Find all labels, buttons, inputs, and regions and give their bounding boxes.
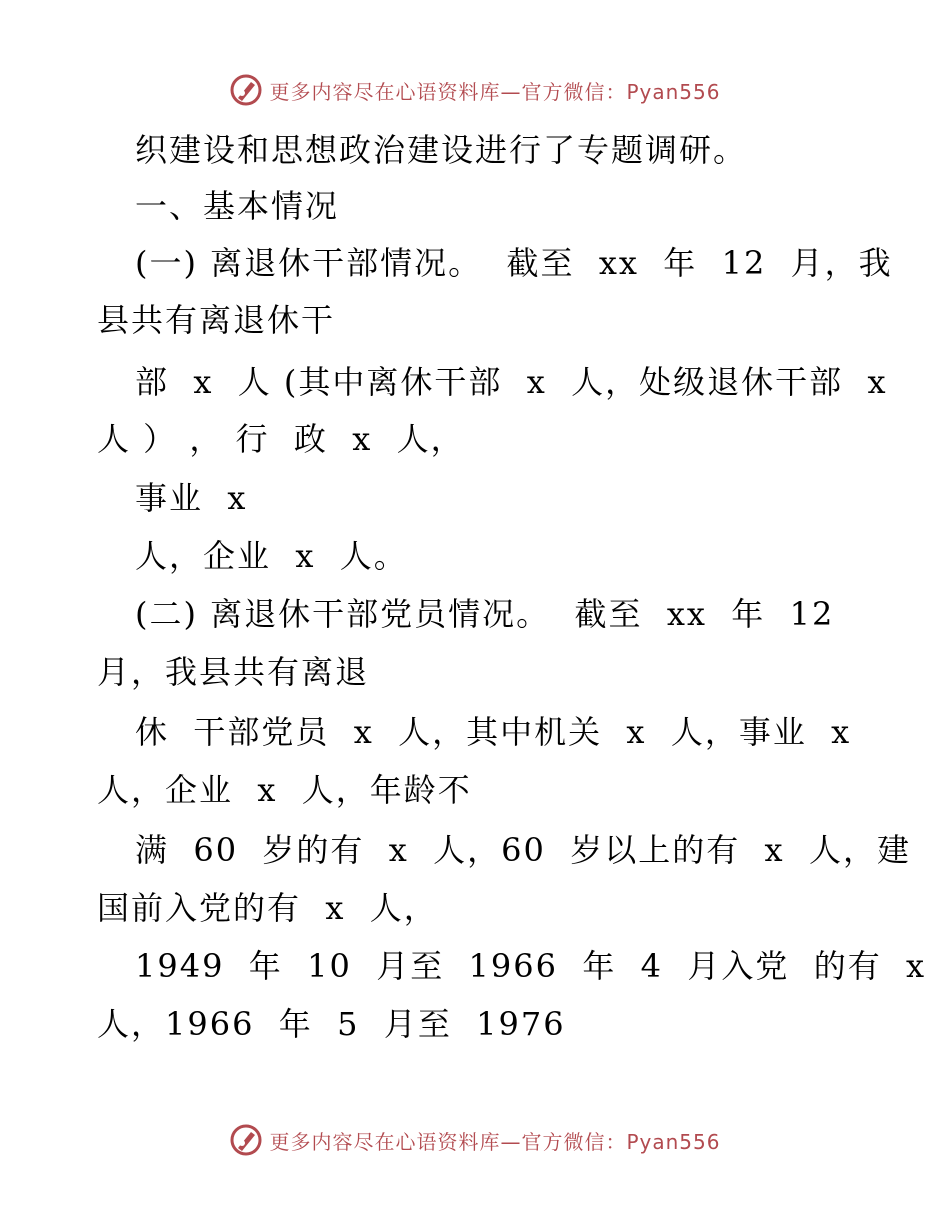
footer-banner — [0, 1120, 950, 1160]
body-line-16: 人，1966 年 5 月至 1976 — [97, 1005, 566, 1043]
body-line-12: 人，企业 x 人，年龄不 — [97, 771, 472, 809]
body-line-4: 县共有离退休干 — [97, 301, 336, 339]
body-line-1: 织建设和思想政治建设进行了专题调研。 — [135, 131, 748, 169]
body-line-11: 休 干部党员 x 人，其中机关 x 人，事业 x — [135, 713, 852, 751]
body-line-9: (二) 离退休干部党员情况。 截至 xx 年 12 — [135, 595, 835, 633]
body-line-13: 满 60 岁的有 x 人，60 岁以上的有 x 人，建 — [135, 831, 911, 869]
body-line-7: 事业 x — [135, 479, 248, 517]
body-line-14: 国前入党的有 x 人， — [97, 889, 438, 927]
footer-banner-text: 更多内容尽在心语资料库—官方微信：Pyan556 — [269, 1129, 721, 1154]
body-line-5: 部 x 人 (其中离休干部 x 人，处级退休干部 x — [135, 363, 888, 401]
body-line-3: (一) 离退休干部情况。 截至 xx 年 12 月，我 — [135, 244, 893, 282]
body-line-15: 1949 年 10 月至 1966 年 4 月入党 的有 x — [135, 947, 927, 985]
body-line-8: 人，企业 x 人。 — [135, 537, 408, 575]
body-line-2: 一、基本情况 — [135, 187, 340, 225]
pen-logo-icon — [229, 1123, 263, 1157]
body-line-6: 人 ） ， 行 政 x 人， — [97, 420, 465, 458]
body-line-10: 月，我县共有离退 — [97, 653, 370, 691]
header-banner-text: 更多内容尽在心语资料库—官方微信：Pyan556 — [269, 79, 721, 104]
